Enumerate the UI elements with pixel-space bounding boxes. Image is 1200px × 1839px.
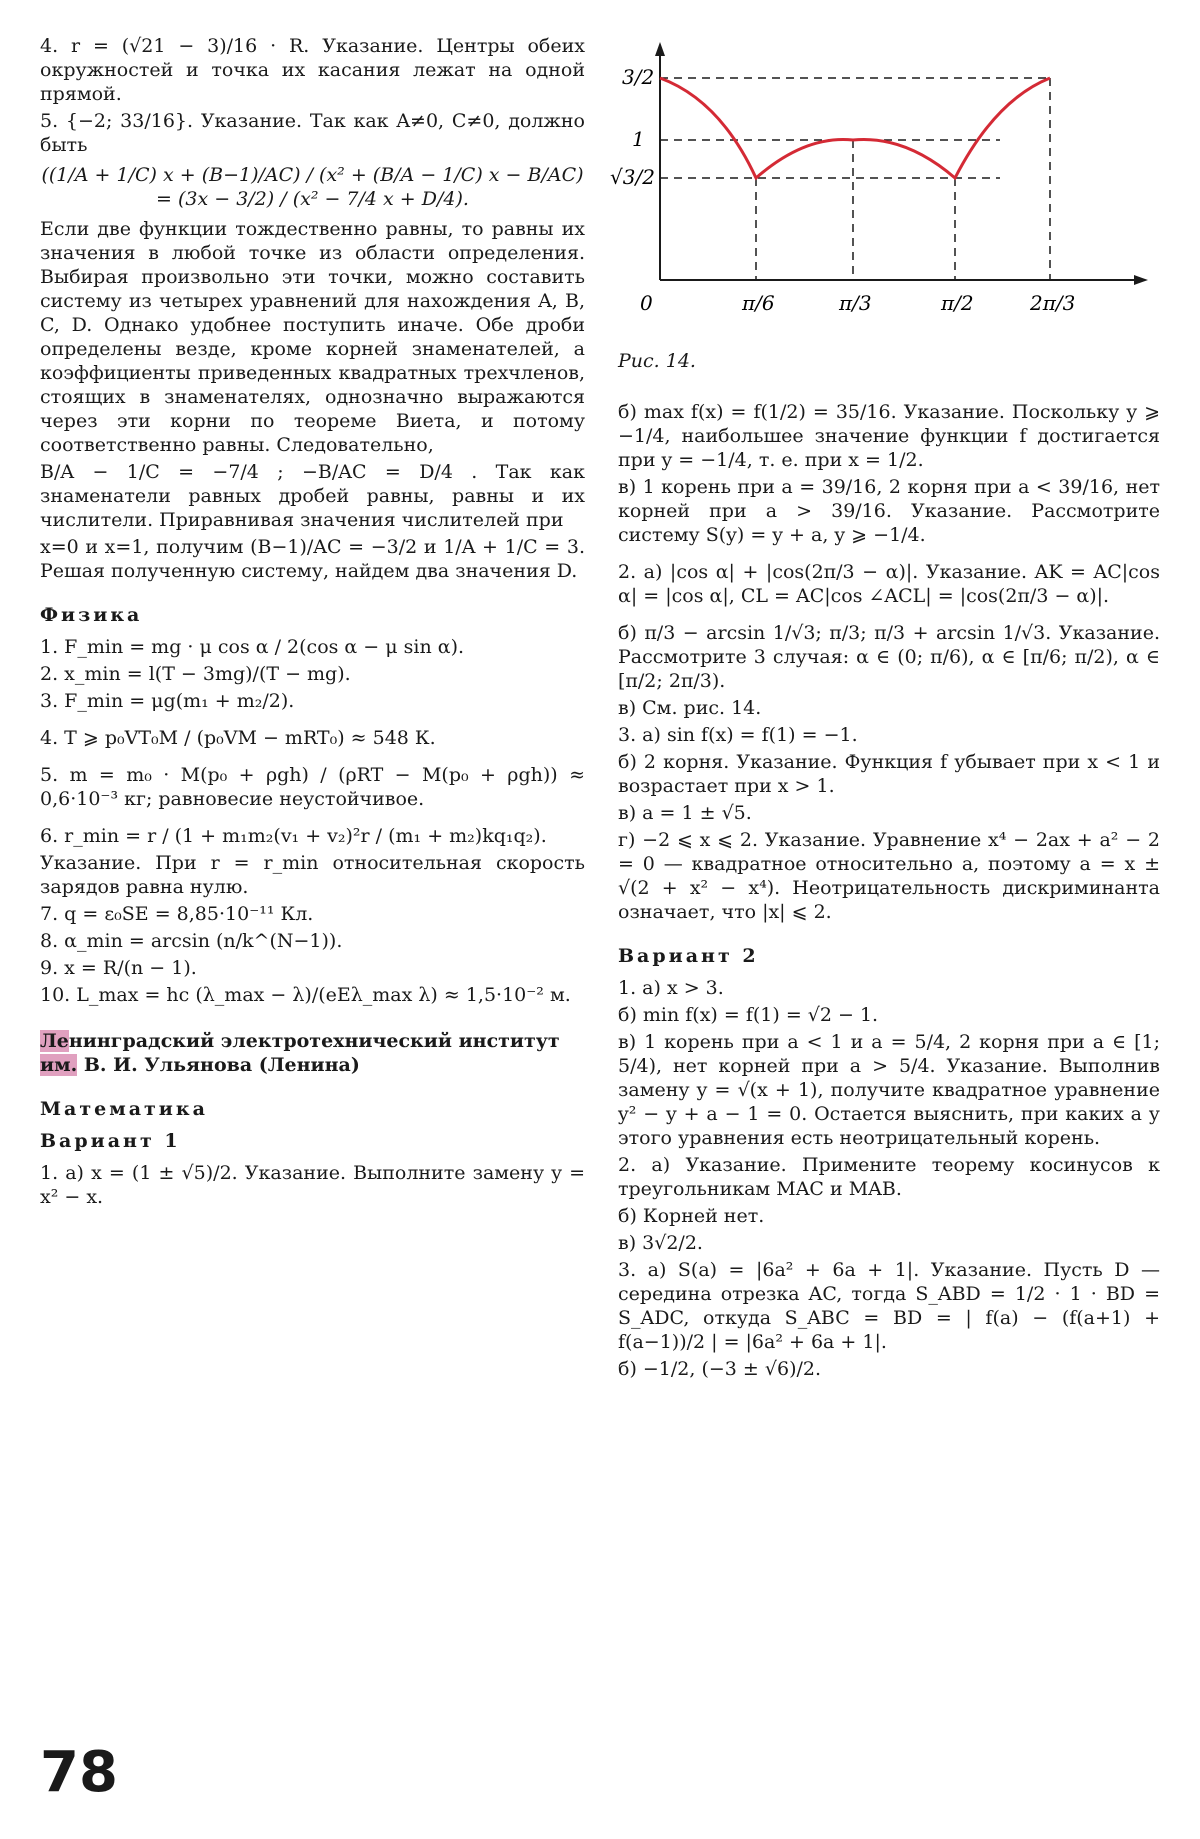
y-tick-label: 3/2	[622, 65, 655, 89]
physics-answer-2: 2. x_min = l(T − 3mg)/(T − mg).	[40, 663, 351, 685]
origin-label: 0	[640, 291, 653, 315]
variant2-answer-3b: б) −1/2, (−3 ± √6)/2.	[618, 1358, 822, 1380]
physics-answer-7: 7. q = ε₀SE = 8,85·10⁻¹¹ Кл.	[40, 903, 314, 925]
physics-answer-6: 6. r_min = r / (1 + m₁m₂(v₁ + v₂)²r / (m₁ + m₂)kq₁q₂).	[40, 825, 547, 847]
variant2-answer-3a: 3. а) S(a) = |6a² + 6a + 1|. Указание. Пусть D — середина отрезка AC, тогда S_ABD = 1/2 · 1 · BD = S_ADC, откуда S_ABC = BD = | f(a) − (f(a+1) + f(a−1))/2 | = |6a² + 6a + 1|.	[618, 1259, 1160, 1353]
variant-1-heading: Вариант 1	[40, 1130, 181, 1152]
variant2-answer-1c: в) 1 корень при a < 1 и a = 5/4, 2 корня при a ∈ [1; 5/4), нет корней при a > 5/4. Указание. Выполнив замену y = √(x + 1), получите квадратное уравнение y² − y + a − 1 = 0. Остается выяснить, при каких a у этого уравнения есть неотрицательный корень.	[618, 1031, 1160, 1149]
answer-5: 5. {−2; 33/16}. Указание. Так как A≠0, C≠0, должно быть	[40, 110, 585, 156]
y-axis-arrow-icon	[655, 42, 665, 56]
answer-4: 4. r = (√21 − 3)/16 · R. Указание. Центры обеих окружностей и точка их касания лежат на одной прямой.	[40, 35, 585, 105]
variant1-answer-1a: 1. а) x = (1 ± √5)/2. Указание. Выполните замену y = x² − x.	[40, 1162, 585, 1208]
answer-3c: в) a = 1 ± √5.	[618, 802, 752, 824]
physics-answer-10: 10. L_max = hc (λ_max − λ)/(eEλ_max λ) ≈ 1,5·10⁻² м.	[40, 984, 571, 1006]
function-curve	[660, 78, 1050, 178]
physics-answer-9: 9. x = R/(n − 1).	[40, 957, 197, 979]
institute-line-1: нинградский электротехнический институт	[68, 1030, 560, 1052]
physics-answer-8: 8. α_min = arcsin (n/k^(N−1)).	[40, 930, 343, 952]
variant2-answer-2a: 2. а) Указание. Примените теорему косинусов к треугольникам MAC и MAB.	[618, 1154, 1160, 1200]
institute-title	[40, 1029, 585, 1077]
variant-2-heading: Вариант 2	[618, 945, 759, 967]
explanation-paragraph: Если две функции тождественно равны, то равны их значения в любой точке из области определения. Выбирая произвольно эти точки, можно составить систему из четырех уравнений для нахождения A, B, C, D. Однако удобнее поступить иначе. Обе дроби определены везде, кроме корней знаменателей, а коэффициенты приведенных квадратных трехчленов, стоящих в знаменателях, однозначно выражаются через эти корни по теореме Виета, и потому соответственно равны. Следовательно,	[40, 218, 585, 456]
x-tick-label: π/3	[839, 291, 872, 315]
page-number: 78	[40, 1740, 118, 1805]
variant2-answer-1b: б) min f(x) = f(1) = √2 − 1.	[618, 1004, 879, 1026]
variant2-answer-2c: в) 3√2/2.	[618, 1232, 703, 1254]
numerator-system: x=0 и x=1, получим (B−1)/AC = −3/2 и 1/A + 1/C = 3. Решая полученную систему, найдем два значения D.	[40, 536, 585, 582]
variant2-answer-2b: б) Корней нет.	[618, 1205, 765, 1227]
physics-answer-4: 4. T ⩾ p₀VT₀M / (p₀VM − mRT₀) ≈ 548 К.	[40, 727, 436, 749]
x-tick-label: π/6	[742, 291, 775, 315]
institute-line-2: В. И. Ульянова (Ленина)	[77, 1054, 360, 1076]
section-heading-math: Математика	[40, 1098, 208, 1120]
physics-hint-6: Указание. При r = r_min относительная скорость зарядов равна нулю.	[40, 852, 585, 898]
physics-answer-1: 1. F_min = mg · μ cos α / 2(cos α − μ sin α).	[40, 636, 465, 658]
section-heading-physics: Физика	[40, 604, 143, 626]
answer-2c: в) См. рис. 14.	[618, 697, 762, 719]
right-column	[618, 400, 1160, 1384]
figure-caption: Рис. 14.	[618, 350, 696, 372]
x-axis-arrow-icon	[1134, 275, 1148, 285]
fraction-identity: ((1/A + 1/C) x + (B−1)/AC) / (x² + (B/A − 1/C) x − B/AC) = (3x − 3/2) / (x² − 7/4 x + D/4).	[41, 164, 584, 210]
highlight-mark: им.	[40, 1054, 78, 1076]
physics-answer-3: 3. F_min = μg(m₁ + m₂/2).	[40, 690, 295, 712]
highlight-mark: Ле	[40, 1030, 69, 1052]
x-tick-label: π/2	[941, 291, 974, 315]
guide-lines	[660, 78, 1050, 280]
y-tick-label: √3/2	[610, 165, 655, 189]
answer-3b: б) 2 корня. Указание. Функция f убывает при x < 1 и возрастает при x > 1.	[618, 751, 1160, 797]
left-column	[40, 34, 585, 1212]
x-tick-label: 2π/3	[1030, 291, 1076, 315]
figure-14-graph	[600, 40, 1160, 330]
answer-2b: б) π/3 − arcsin 1/√3; π/3; π/3 + arcsin 1/√3. Указание. Рассмотрите 3 случая: α ∈ (0; π/6), α ∈ [π/6; π/2), α ∈ [π/2; 2π/3).	[618, 622, 1160, 692]
answer-1c: в) 1 корень при a = 39/16, 2 корня при a < 39/16, нет корней при a > 39/16. Указание. Рассмотрите систему S(y) = y + a, y ⩾ −1/4.	[618, 476, 1160, 546]
answer-2a: 2. а) |cos α| + |cos(2π/3 − α)|. Указание. AK = AC|cos α| = |cos α|, CL = AC|cos ∠ACL| = |cos(2π/3 − α)|.	[618, 561, 1160, 607]
answer-3d: г) −2 ⩽ x ⩽ 2. Указание. Уравнение x⁴ − 2ax + a² − 2 = 0 — квадратное относительно a, поэтому a = x ± √(2 + x² − x⁴). Неотрицательность дискриминанта означает, что |x| ⩽ 2.	[618, 829, 1160, 923]
answer-3a: 3. а) sin f(x) = f(1) = −1.	[618, 724, 858, 746]
physics-answer-5: 5. m = m₀ · M(p₀ + ρgh) / (ρRT − M(p₀ + ρgh)) ≈ 0,6·10⁻³ кг; равновесие неустойчивое.	[40, 764, 585, 810]
y-tick-label: 1	[632, 127, 645, 151]
variant2-answer-1a: 1. а) x > 3.	[618, 977, 724, 999]
answer-1b: б) max f(x) = f(1/2) = 35/16. Указание. Поскольку y ⩾ −1/4, наибольшее значение функции f достигается при y = −1/4, т. е. при x = 1/2.	[618, 401, 1160, 471]
coefficient-equalities: B/A − 1/C = −7/4 ; −B/AC = D/4 . Так как знаменатели равных дробей равны, равны и их числители. Приравнивая значения числителей при	[40, 461, 585, 531]
